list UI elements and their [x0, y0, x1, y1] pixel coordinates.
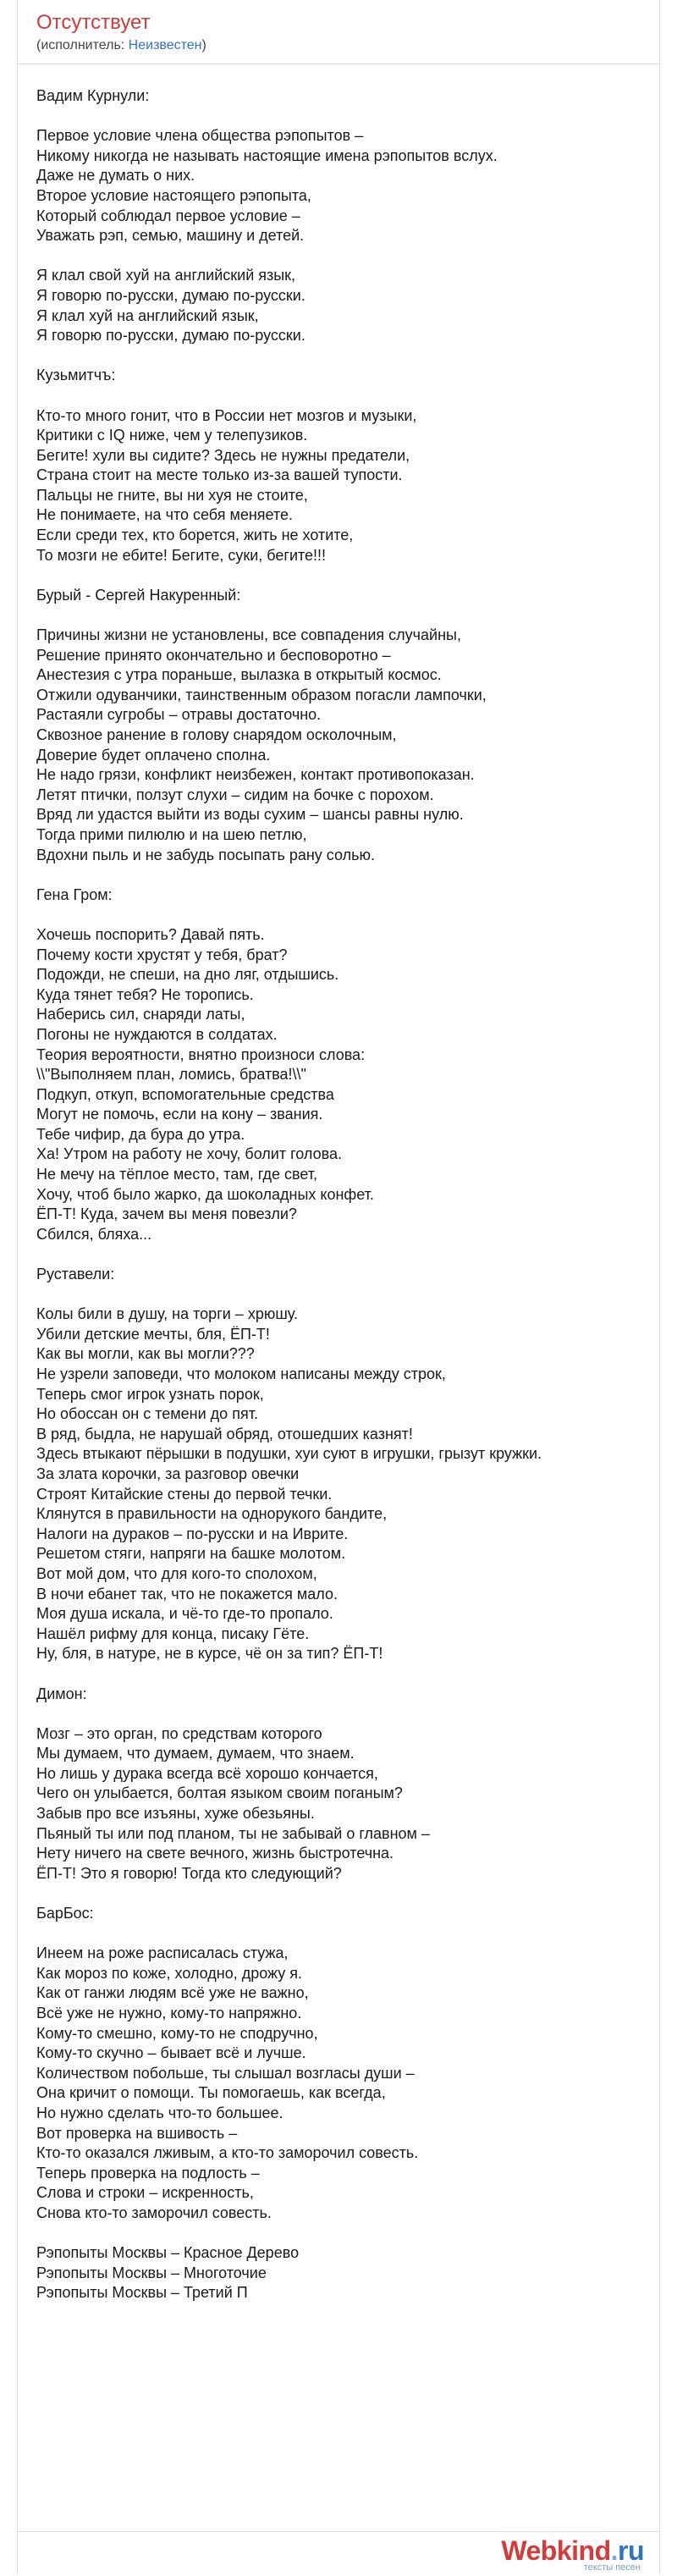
lyric-line: Отжили одуванчики, таинственным образом погасли лампочки, — [36, 686, 487, 703]
song-title: Отсутствует — [36, 11, 151, 34]
lyric-line: Рэпопыты Москвы – Многоточие — [36, 2264, 267, 2281]
lyric-line: Вдохни пыль и не забудь посыпать рану солью. — [36, 846, 375, 863]
lyric-line: Я говорю по-русски, думаю по-русски. — [36, 327, 305, 345]
lyric-line: Нету ничего на свете вечного, жизнь быстротечна. — [36, 1845, 394, 1862]
blank-line — [36, 905, 646, 925]
blank-line — [36, 2224, 646, 2244]
logo-dot: . — [610, 2535, 618, 2566]
lyric-line: Вот мой дом, что для кого-то сполохом, — [36, 1564, 317, 1582]
lyric-line: Бурый - Сергей Накуренный: — [36, 586, 241, 604]
lyric-line: ЁП-Т! Это я говорю! Тогда кто следующий? — [36, 1864, 342, 1882]
lyric-line: Решение принято окончательно и бесповоротно – — [36, 646, 391, 664]
lyric-line: Но лишь у дурака всегда всё хорошо кончается, — [36, 1764, 378, 1782]
logo-wordmark — [501, 2537, 644, 2564]
lyric-line: Я говорю по-русски, думаю по-русски. — [36, 286, 305, 304]
blank-line — [36, 565, 646, 586]
blank-line — [36, 1664, 646, 1685]
song-header — [18, 0, 659, 64]
lyric-line: Теория вероятности, внятно произноси слова: — [36, 1045, 366, 1063]
lyric-line: Сбился, бляха... — [36, 1225, 152, 1243]
lyric-line: Кому-то скучно – бывает всё и лучше. — [36, 2044, 306, 2062]
lyric-line: Второе условие настоящего рэпопыта, — [36, 186, 311, 204]
logo-name: Webkind — [501, 2535, 611, 2566]
lyric-line: Мозг – это орган, по средствам которого — [36, 1724, 322, 1742]
lyric-line: Рэпопыты Москвы – Красное Дерево — [36, 2244, 300, 2262]
lyric-line: Подожди, не спеши, на дно ляг, отдышись. — [36, 966, 339, 984]
lyric-line: Как от ганжи людям всё уже не важно, — [36, 1984, 309, 2002]
lyric-line: В ночи ебанет так, что не покажется мало. — [36, 1585, 338, 1602]
lyric-line: Если среди тех, кто борется, жить не хотите, — [36, 527, 354, 544]
lyric-line: Снова кто-то заморочил совесть. — [36, 2204, 272, 2221]
footer — [18, 2531, 659, 2576]
lyric-line: Уважать рэп, семью, машину и детей. — [36, 227, 305, 245]
lyric-line: Вряд ли удастся выйти из воды сухим – шансы равны нулю. — [36, 806, 464, 824]
lyric-line: Колы били в душу, на торги – хрюшу. — [36, 1305, 298, 1323]
lyric-line: Ну, бля, в натуре, не в курсе, чё он за тип? ЁП-Т! — [36, 1645, 383, 1663]
lyric-line: Доверие будет оплачено сполна. — [36, 746, 271, 764]
lyric-line: Всё уже не нужно, кому-то напряжно. — [36, 2005, 302, 2022]
lyric-line: ЁП-Т! Куда, зачем вы меня повезли? — [36, 1205, 297, 1223]
lyric-line: То мозги не ебите! Бегите, суки, бегите!!! — [36, 546, 327, 564]
lyric-line: Теперь смог игрок узнать порок, — [36, 1385, 264, 1403]
lyric-line: Вадим Курнули: — [36, 87, 150, 104]
lyric-line: Сквозное ранение в голову снарядом осколочным, — [36, 726, 397, 743]
lyric-line: Критики с IQ ниже, чем у телепузиков. — [36, 427, 308, 444]
lyric-line: Страна стоит на месте только из-за вашей тупости. — [36, 466, 403, 484]
lyric-line: Не понимаете, на что себя меняете. — [36, 506, 294, 524]
lyric-line: Растаяли сугробы – отравы достаточно. — [36, 706, 322, 724]
lyric-line: \\"Выполняем план, ломись, братва!\\" — [36, 1066, 306, 1084]
lyric-line: Как вы могли, как вы могли??? — [36, 1345, 255, 1363]
artist-link[interactable]: Неизвестен — [128, 38, 202, 52]
blank-line — [36, 1884, 646, 1904]
lyric-line: Не узрели заповеди, что молоком написаны между строк, — [36, 1365, 446, 1382]
lyric-line: Анестезия с утра пораньше, вылазка в открытый космос. — [36, 666, 442, 684]
blank-line — [36, 1244, 646, 1265]
lyric-line: Подкуп, откуп, вспомогательные средства — [36, 1085, 334, 1103]
logo-tagline: тексты песен — [583, 2562, 641, 2573]
lyric-line: Хочу, чтоб было жарко, да шоколадных конфет. — [36, 1185, 374, 1203]
lyric-line: Мы думаем, что думаем, думаем, что знаем. — [36, 1745, 355, 1762]
lyric-line: Решетом стяги, напряги на башке молотом. — [36, 1545, 346, 1563]
lyric-line: Пьяный ты или под планом, ты не забывай о главном – — [36, 1824, 430, 1842]
lyric-line: Я клал хуй на английский язык, — [36, 306, 259, 324]
lyric-line: Никому никогда не называть настоящие имена рэпопытов вслух. — [36, 146, 498, 164]
blank-line — [36, 1924, 646, 1944]
lyric-line: Количеством побольше, ты слышал возгласы души – — [36, 2064, 415, 2082]
lyric-line: Даже не думать о них. — [36, 167, 195, 185]
lyric-line: Хочешь поспорить? Давай пять. — [36, 925, 265, 943]
lyric-line: Чего он улыбается, болтая языком своим поганым? — [36, 1784, 403, 1802]
lyric-line: Клянутся в правильности на однорукого бандите, — [36, 1505, 388, 1523]
lyric-line: Который соблюдал первое условие – — [36, 207, 300, 224]
site-logo[interactable] — [501, 2537, 644, 2573]
lyric-line: Убили детские мечты, бля, ЁП-Т! — [36, 1325, 270, 1343]
blank-line — [36, 107, 646, 127]
blank-line — [36, 605, 646, 626]
lyric-line: Летят птички, ползут слухи – сидим на бочке с порохом. — [36, 786, 434, 803]
blank-line — [36, 865, 646, 885]
artist-line — [36, 37, 659, 54]
artist-suffix: ) — [201, 38, 206, 52]
lyric-line: Теперь проверка на подлость – — [36, 2164, 260, 2182]
artist-prefix: (исполнитель: — [36, 38, 129, 52]
lyric-line: Погоны не нуждаются в солдатах. — [36, 1025, 278, 1043]
lyric-line: Не надо грязи, конфликт неизбежен, контакт противопоказан. — [36, 766, 475, 784]
lyric-line: Димон: — [36, 1685, 87, 1702]
blank-line — [36, 1704, 646, 1724]
lyric-line: Как мороз по коже, холодно, дрожу я. — [36, 1964, 303, 1982]
blank-line — [36, 346, 646, 367]
lyric-line: Тогда прими пилюлю и на шею петлю, — [36, 825, 307, 843]
lyric-line: Слова и строки – искренность, — [36, 2184, 254, 2202]
lyric-line: Налоги на дураков – по-русски и на Иврите. — [36, 1525, 349, 1542]
lyric-line: Но обоссан он с темени до пят. — [36, 1405, 258, 1423]
lyric-line: Бегите! хули вы сидите? Здесь не нужны предатели, — [36, 446, 410, 464]
lyric-line: Вот проверка на вшивость – — [36, 2124, 238, 2142]
lyric-line: Я клал свой хуй на английский язык, — [36, 267, 296, 284]
lyric-line: Моя душа искала, и чё-то где-то пропало. — [36, 1605, 333, 1623]
lyric-line: За злата корочки, за разговор овечки — [36, 1465, 300, 1482]
lyric-line: Тебе чифир, да бура до утра. — [36, 1125, 245, 1143]
lyric-line: Строят Китайские стены до первой течки. — [36, 1485, 333, 1503]
lyric-line: Пальцы не гните, вы ни хуя не стоите, — [36, 486, 308, 504]
lyric-line: Нашёл рифму для конца, писаку Гёте. — [36, 1624, 310, 1642]
lyric-line: Здесь втыкают пёрышки в подушки, хуи суют в игрушки, грызут кружки. — [36, 1445, 542, 1463]
blank-line — [36, 246, 646, 267]
page-container — [17, 0, 660, 2575]
lyric-line: Не мечу на тёплое место, там, где свет, — [36, 1166, 318, 1183]
lyric-line: Она кричит о помощи. Ты помогаешь, как всегда, — [36, 2084, 386, 2102]
logo-tld: ru — [618, 2535, 644, 2566]
lyric-line: Причины жизни не установлены, все совпадения случайны, — [36, 626, 461, 644]
lyric-line: Руставели: — [36, 1266, 115, 1283]
lyric-line: Забыв про все изъяны, хуже обезьяны. — [36, 1805, 315, 1823]
lyric-line: Кому-то смешно, кому-то не сподручно, — [36, 2024, 318, 2042]
lyric-line: Наберись сил, снаряди латы, — [36, 1006, 245, 1023]
lyric-line: Кто-то оказался лживым, а кто-то заморочил совесть. — [36, 2144, 419, 2162]
lyric-line: Кузьмитчъ: — [36, 367, 116, 384]
lyric-line: В ряд, быдла, не нарушай обряд, отошедших казнят! — [36, 1425, 413, 1442]
lyric-line: Гена Гром: — [36, 885, 113, 903]
lyric-line: Кто-то много гонит, что в России нет мозгов и музыки, — [36, 406, 417, 424]
lyric-line: Первое условие члена общества рэпопытов – — [36, 127, 364, 145]
blank-line — [36, 1285, 646, 1305]
lyric-line: Могут не помочь, если на кону – звания. — [36, 1106, 323, 1123]
lyric-line: Почему кости хрустят у тебя, брат? — [36, 946, 288, 963]
lyric-line: Куда тянет тебя? Не торопись. — [36, 985, 254, 1003]
lyrics-body — [36, 86, 646, 2303]
lyric-line: Рэпопыты Москвы – Третий П — [36, 2284, 248, 2302]
lyric-line: Инеем на роже расписалась стужа, — [36, 1944, 289, 1962]
lyric-line: Ха! Утром на работу не хочу, болит голова. — [36, 1145, 342, 1163]
lyric-line: Но нужно сделать что-то большее. — [36, 2104, 283, 2121]
lyric-line: БарБос: — [36, 1905, 94, 1922]
blank-line — [36, 386, 646, 406]
